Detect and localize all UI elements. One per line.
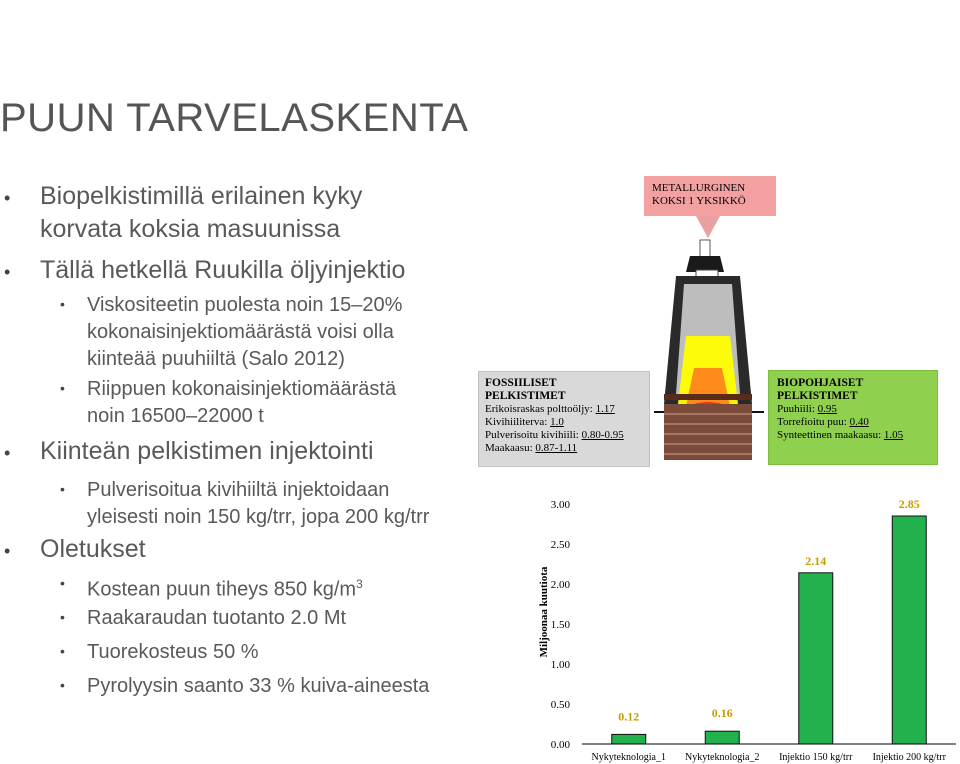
bio-row [777, 403, 929, 416]
bullet-dot: • [60, 481, 65, 497]
bullet-dot: • [60, 575, 65, 591]
bullet-4-2 [87, 605, 346, 632]
y-axis-label: Miljoonaa kuutiota [538, 566, 550, 658]
bullet-line: kokonaisinjektiomäärästä voisi olla [87, 321, 394, 343]
y-tick-label: 2.50 [550, 539, 570, 551]
bullet-dot: • [60, 296, 65, 312]
furnace-tuyere-band [664, 394, 752, 400]
row-label: Puuhiili: [777, 403, 815, 415]
y-tick-label: 2.00 [550, 579, 570, 591]
row-value: 0.80-0.95 [581, 429, 624, 441]
bullet-dot: • [4, 188, 11, 208]
fossil-row [485, 403, 643, 416]
fossil-row [485, 442, 643, 455]
y-tick-label: 3.00 [550, 499, 570, 511]
bullet-line: Tällä hetkellä Ruukilla öljyinjektio [40, 256, 406, 284]
y-axis-ticks [551, 499, 571, 751]
bars [612, 497, 927, 744]
bullet-line: Pyrolyysin saanto 33 % kuiva-aineesta [87, 675, 430, 697]
row-value: 1.0 [550, 416, 564, 428]
bullet-line: Riippuen kokonaisinjektiomäärästä [87, 378, 397, 400]
bullet-4-1 [87, 571, 363, 604]
bullet-line: noin 16500–22000 t [87, 405, 264, 427]
bullet-line: Biopelkistimillä erilainen kyky [40, 182, 363, 210]
callout-metallurgical-coke [644, 176, 776, 216]
bar-value-label: 2.14 [805, 553, 827, 568]
bar [612, 734, 646, 744]
bullet-dot: • [4, 443, 11, 463]
bar [799, 573, 833, 744]
row-label: Erikoisraskas polttoöljy: [485, 403, 593, 415]
bar-value-label: 0.12 [618, 709, 640, 724]
slide-title: PUUN TARVELASKENTA [0, 96, 469, 140]
bullet-line: Kostean puun tiheys 850 kg/m [87, 578, 357, 601]
row-value: 0.95 [817, 403, 837, 415]
bullet-dot: • [60, 643, 65, 659]
x-tick-label: Injektio 200 kg/trr [872, 752, 946, 763]
row-label: Torrefioitu puu: [777, 416, 847, 428]
bar [892, 516, 926, 744]
fossil-row [485, 416, 643, 429]
callout-pointer [696, 216, 720, 238]
bullet-4-3 [87, 639, 259, 666]
superscript: 3 [356, 577, 363, 591]
bar [705, 731, 739, 744]
callout-line: METALLURGINEN [652, 182, 746, 194]
bullet-line: Viskositeetin puolesta noin 15–20% [87, 294, 403, 316]
furnace-hearth [664, 404, 752, 460]
bar-value-label: 0.16 [711, 706, 733, 721]
fossil-heading: PELKISTIMET [485, 390, 566, 402]
bullet-line: Tuorekosteus 50 % [87, 641, 259, 663]
x-tick-label: Injektio 150 kg/trr [779, 752, 853, 763]
callout-line: KOKSI 1 YKSIKKÖ [652, 195, 746, 207]
bullet-dot: • [60, 380, 65, 396]
bullet-line: Pulverisoitua kivihiiltä injektoidaan [87, 479, 390, 501]
y-tick-label: 1.00 [550, 659, 570, 671]
bullet-dot: • [4, 262, 11, 282]
bullet-line: yleisesti noin 150 kg/trr, jopa 200 kg/trr [87, 506, 430, 528]
bio-heading: BIOPOHJAISET [777, 377, 864, 389]
fossil-reductants-box [478, 371, 650, 467]
bullet-1 [40, 180, 362, 246]
y-tick-label: 0.50 [550, 699, 570, 711]
bullet-line: kiinteää puuhiiltä (Salo 2012) [87, 348, 345, 370]
bio-heading: PELKISTIMET [777, 390, 858, 402]
bullet-4 [40, 533, 146, 566]
bio-row [777, 429, 929, 442]
x-tick-label: Nykyteknologia_2 [685, 752, 760, 763]
bullet-2-2 [87, 376, 396, 430]
y-tick-label: 1.50 [550, 619, 570, 631]
bullet-line: Kiinteän pelkistimen injektointi [40, 437, 374, 465]
fossil-row [485, 429, 643, 442]
bullet-2 [40, 254, 405, 287]
bullet-2-1 [87, 292, 402, 373]
x-axis-labels [592, 752, 947, 763]
bio-row [777, 416, 929, 429]
row-value: 1.17 [595, 403, 615, 415]
x-tick-label: Nykyteknologia_1 [591, 752, 666, 763]
bar-value-label: 2.85 [898, 497, 920, 511]
bullet-line: Oletukset [40, 535, 146, 563]
bullet-line: Raakaraudan tuotanto 2.0 Mt [87, 607, 347, 629]
bullet-line: korvata koksia masuunissa [40, 215, 341, 243]
row-value: 0.87-1.11 [535, 442, 578, 454]
y-tick-label: 0.00 [550, 739, 570, 751]
row-label: Pulverisoitu kivihiili: [485, 429, 579, 441]
bullet-dot: • [60, 609, 65, 625]
row-label: Kivihiiliterva: [485, 416, 548, 428]
bullet-dot: • [4, 541, 11, 561]
row-value: 1.05 [883, 429, 904, 441]
bio-reductants-box [768, 370, 938, 465]
row-label: Synteettinen maakaasu: [777, 429, 882, 441]
row-value: 0.40 [849, 416, 869, 428]
furnace-top-pipe [700, 240, 710, 258]
blast-furnace-illustration [640, 216, 770, 474]
bullet-dot: • [60, 677, 65, 693]
bullet-4-4 [87, 673, 429, 700]
row-label: Maakaasu: [485, 442, 533, 454]
bullet-3-1 [87, 477, 429, 531]
bar-chart [520, 490, 960, 764]
bullet-3 [40, 435, 374, 468]
fossil-heading: FOSSIILISET [485, 377, 557, 389]
